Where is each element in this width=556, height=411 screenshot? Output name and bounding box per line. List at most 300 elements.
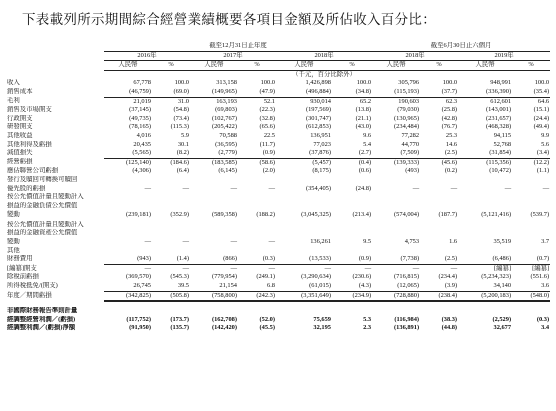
- amount-cell: (8,175): [312, 167, 331, 175]
- table-row: [6, 123, 550, 132]
- unit-header-row: [6, 61, 550, 71]
- unit-pct-header: %: [420, 61, 458, 71]
- row-label: 財務費用: [7, 255, 33, 263]
- percent-cell: —: [450, 184, 458, 192]
- year-header: 2016年: [104, 51, 190, 61]
- amount-cell: (36,595): [215, 140, 237, 148]
- amount-cell: (102,767): [211, 114, 237, 122]
- percent-cell: (35.4): [512, 88, 550, 97]
- unit-pct-header: %: [238, 61, 276, 71]
- percent-cell: 31.0: [177, 97, 189, 105]
- amount-cell: (4,306): [132, 167, 151, 175]
- amount-cell: —: [412, 184, 420, 192]
- table-row: [6, 316, 550, 325]
- row-label: 按公允價值計量且變動計入: [7, 220, 84, 228]
- amount-cell: (69,803): [215, 106, 237, 114]
- percent-cell: (0.6): [358, 167, 372, 175]
- amount-cell: 35,519: [493, 237, 512, 245]
- amount-cell: 32,195: [313, 324, 331, 332]
- unit-rmb-header: 人民幣: [458, 61, 512, 71]
- amount-cell: (149,965): [190, 88, 238, 97]
- amount-cell: (10,472): [489, 167, 512, 175]
- percent-cell: (1.1): [536, 167, 550, 175]
- amount-cell: 44,770: [401, 140, 420, 148]
- amount-cell: [190, 247, 238, 256]
- percent-cell: [420, 202, 458, 211]
- percent-cell: 62.3: [445, 97, 458, 105]
- percent-cell: (76.7): [441, 123, 458, 131]
- percent-cell: (73.4): [173, 114, 189, 122]
- amount-cell: [458, 247, 512, 256]
- table-row: [6, 221, 550, 230]
- amount-cell: (5,565): [104, 149, 152, 158]
- row-label: 收入: [7, 79, 20, 87]
- percent-cell: 14.6: [445, 140, 458, 148]
- amount-cell: (369,570): [125, 273, 151, 281]
- amount-cell: [372, 221, 420, 230]
- amount-cell: —: [144, 264, 151, 272]
- amount-cell: (716,815): [394, 273, 420, 281]
- amount-cell: [104, 176, 152, 185]
- results-table: [6, 42, 550, 333]
- amount-cell: 612,601: [490, 97, 512, 105]
- row-label: 所得稅抵免/(開支): [7, 282, 58, 290]
- amount-cell: (239,181): [125, 211, 151, 219]
- row-label: 銷售及市場開支: [7, 106, 52, 114]
- amount-cell: (6,145): [218, 167, 237, 175]
- amount-cell: [190, 221, 238, 230]
- percent-cell: (43.0): [355, 123, 372, 131]
- amount-cell: [372, 193, 420, 202]
- amount-cell: (115,193): [372, 88, 420, 97]
- amount-cell: 75,659: [313, 315, 331, 323]
- amount-cell: (6,486): [458, 255, 512, 264]
- percent-cell: (187.7): [438, 211, 458, 219]
- percent-cell: [512, 202, 550, 211]
- year-header: 2018年: [372, 51, 458, 61]
- table-row: [6, 229, 550, 238]
- percent-cell: (1.4): [152, 255, 190, 264]
- amount-cell: 21,154: [190, 282, 238, 291]
- percent-cell: 25.3: [445, 131, 458, 139]
- percent-cell: (188.2): [256, 211, 275, 219]
- year-header: 2019年: [458, 51, 550, 61]
- amount-cell: (139,333): [394, 158, 420, 166]
- amount-cell: (231,657): [486, 114, 512, 122]
- amount-cell: (130,965): [394, 114, 420, 122]
- percent-cell: 100.0: [534, 79, 550, 87]
- amount-cell: [276, 221, 332, 230]
- amount-cell: (5,234,323): [481, 273, 512, 281]
- percent-cell: [238, 221, 276, 230]
- percent-cell: 22.5: [263, 131, 275, 139]
- amount-cell: [458, 221, 512, 230]
- percent-cell: [420, 247, 458, 256]
- amount-cell: —: [144, 184, 151, 192]
- percent-cell: (238.4): [420, 291, 458, 301]
- table-row: [6, 202, 550, 211]
- amount-cell: (61,015): [276, 282, 332, 291]
- percent-cell: (249.1): [256, 273, 275, 281]
- row-label: 發行及贖回可轉換可贖回: [7, 175, 78, 183]
- amount-cell: [458, 202, 512, 211]
- percent-cell: (135.7): [170, 324, 189, 332]
- period-year-end: 截至12月31日止年度: [104, 42, 372, 51]
- row-label: 研發開支: [7, 123, 33, 131]
- percent-cell: (0.7): [512, 255, 550, 264]
- amount-cell: (183,585): [211, 158, 237, 166]
- percent-cell: (8.2): [152, 149, 190, 158]
- percent-cell: (0.3): [238, 255, 276, 264]
- amount-cell: —: [230, 237, 237, 245]
- amount-cell: (13,533): [276, 255, 332, 264]
- percent-cell: 100.0: [174, 79, 189, 87]
- amount-cell: [190, 229, 238, 238]
- amount-cell: 70,588: [219, 131, 237, 139]
- row-label: 變動: [7, 211, 20, 219]
- table-row: [6, 273, 550, 282]
- amount-cell: —: [230, 264, 237, 272]
- amount-cell: [372, 176, 420, 185]
- amount-cell: (779,954): [211, 273, 237, 281]
- percent-cell: (0.9): [332, 255, 372, 264]
- table-row: [6, 176, 550, 185]
- amount-cell: (205,422): [211, 123, 237, 131]
- year-header: 2017年: [190, 51, 276, 61]
- percent-cell: 100.0: [442, 79, 458, 87]
- percent-cell: —: [182, 237, 189, 245]
- amount-cell: [276, 202, 332, 211]
- percent-cell: (24.8): [355, 184, 372, 192]
- amount-cell: 163,193: [216, 97, 237, 105]
- percent-cell: (551.6): [530, 273, 550, 281]
- amount-cell: (3,045,325): [301, 211, 331, 219]
- percent-cell: [420, 193, 458, 202]
- percent-cell: [332, 176, 372, 185]
- page-heading: 下表載列所示期間綜合經營業績概要各項目金額及所佔收入百分比：: [22, 12, 436, 28]
- amount-cell: [276, 247, 332, 256]
- amount-cell: (234,484): [394, 123, 420, 131]
- percent-cell: —: [182, 184, 189, 192]
- amount-cell: (46,759): [104, 88, 152, 97]
- amount-cell: (493): [405, 167, 420, 175]
- percent-cell: 3.4: [541, 324, 550, 332]
- amount-cell: [104, 247, 152, 256]
- percent-cell: [332, 202, 372, 211]
- percent-cell: [152, 176, 190, 185]
- amount-cell: (336,390): [458, 88, 512, 97]
- row-label: 減值損失: [7, 149, 33, 157]
- percent-cell: (230.6): [352, 273, 372, 281]
- amount-cell: (468,328): [486, 123, 512, 131]
- amount-cell: 4,016: [136, 131, 151, 139]
- amount-cell: (31,854): [458, 149, 512, 158]
- amount-cell: (7,509): [372, 149, 420, 158]
- amount-cell: (115,356): [486, 158, 512, 166]
- row-label: 其他利得及虧損: [7, 140, 52, 148]
- percent-cell: —: [268, 237, 275, 245]
- table-row: [6, 210, 550, 221]
- percent-cell: —: [268, 184, 275, 192]
- amount-cell: (728,880): [372, 291, 420, 301]
- table-row: [6, 141, 550, 150]
- amount-cell: —: [230, 184, 237, 192]
- percent-cell: (58.6): [259, 158, 275, 166]
- amount-cell: (78,165): [129, 123, 151, 131]
- percent-cell: (47.9): [238, 88, 276, 97]
- percent-cell: (115.3): [170, 123, 189, 131]
- percent-cell: [332, 221, 372, 230]
- percent-cell: (21.1): [355, 114, 372, 122]
- unit-rmb-header: 人民幣: [190, 61, 238, 71]
- amount-cell: (5,121,416): [481, 211, 512, 219]
- percent-cell: 5.3: [363, 315, 372, 323]
- unit-pct-header: %: [332, 61, 372, 71]
- percent-cell: [152, 193, 190, 202]
- amount-cell: (125,140): [125, 158, 151, 166]
- percent-cell: [512, 193, 550, 202]
- amount-cell: 136,261: [310, 237, 331, 245]
- amount-cell: (943): [104, 255, 152, 264]
- amount-cell: 21,019: [133, 97, 151, 105]
- percent-cell: (234.9): [332, 291, 372, 301]
- amount-cell: [104, 193, 152, 202]
- table-body: [6, 79, 550, 333]
- unit-pct-header: %: [152, 61, 190, 71]
- percent-cell: (234.4): [438, 273, 458, 281]
- percent-cell: (2.0): [262, 167, 275, 175]
- table-row: [6, 132, 550, 141]
- amount-cell: [372, 307, 420, 316]
- amount-cell: [104, 221, 152, 230]
- row-label: 非國際財務報告準則計量: [7, 307, 78, 315]
- percent-cell: [152, 307, 190, 316]
- amount-cell: —: [504, 184, 512, 192]
- row-label: 行政開支: [7, 114, 33, 122]
- percent-cell: (11.7): [259, 140, 275, 148]
- percent-cell: (545.3): [170, 273, 189, 281]
- percent-cell: (0.4): [358, 158, 372, 166]
- percent-cell: (0.9): [238, 149, 276, 158]
- percent-cell: (15.1): [533, 106, 550, 114]
- amount-cell: (612,853): [305, 123, 331, 131]
- percent-cell: (65.6): [259, 123, 275, 131]
- row-label: 經營虧損: [7, 158, 33, 166]
- amount-cell: [276, 229, 332, 238]
- percent-cell: 5.6: [541, 140, 550, 148]
- amount-cell: (354,405): [305, 184, 331, 192]
- amount-cell: (12,065): [372, 282, 420, 291]
- percent-cell: (4.3): [332, 282, 372, 291]
- amount-cell: (866): [190, 255, 238, 264]
- percent-cell: 2.3: [363, 324, 372, 332]
- percent-cell: (352.9): [170, 211, 189, 219]
- amount-cell: 77,023: [313, 140, 331, 148]
- percent-cell: 52.1: [263, 97, 275, 105]
- amount-cell: (342,825): [104, 291, 152, 301]
- percent-cell: 9.9: [541, 131, 550, 139]
- percent-cell: [420, 221, 458, 230]
- percent-cell: [編纂]: [532, 264, 550, 272]
- percent-cell: 5.9: [181, 131, 189, 139]
- percent-cell: [152, 202, 190, 211]
- row-label: 應佔聯營公司虧損: [7, 167, 59, 175]
- percent-cell: [420, 229, 458, 238]
- percent-cell: [238, 202, 276, 211]
- table-row: [6, 264, 550, 273]
- table-row: [6, 193, 550, 202]
- percent-cell: (37.7): [420, 88, 458, 97]
- percent-cell: (49.4): [533, 123, 550, 131]
- percent-cell: [332, 307, 372, 316]
- percent-cell: (42.8): [441, 114, 458, 122]
- amount-cell: (142,420): [211, 324, 237, 332]
- amount-cell: [276, 307, 332, 316]
- unit-rmb-header: 人民幣: [276, 61, 332, 71]
- percent-cell: (52.0): [259, 315, 275, 323]
- amount-cell: (5,200,183): [458, 291, 512, 301]
- row-label: [編纂]開支: [7, 264, 37, 272]
- percent-cell: [512, 221, 550, 230]
- row-label: 除稅前虧損: [7, 273, 39, 281]
- percent-cell: 30.1: [177, 140, 189, 148]
- table-row: [6, 324, 550, 333]
- amount-cell: [458, 229, 512, 238]
- note-header-row: [6, 70, 550, 79]
- percent-cell: (0.2): [444, 167, 458, 175]
- table-row: [6, 149, 550, 158]
- percent-cell: [420, 307, 458, 316]
- percent-cell: —: [450, 264, 458, 272]
- percent-cell: (505.8): [152, 291, 190, 301]
- amount-cell: [458, 193, 512, 202]
- amount-cell: 52,768: [493, 140, 512, 148]
- table-row: [6, 307, 550, 316]
- percent-cell: 1.6: [449, 237, 458, 245]
- percent-cell: 3.6: [512, 282, 550, 291]
- amount-cell: 930,014: [310, 97, 331, 105]
- amount-cell: (7,738): [372, 255, 420, 264]
- percent-cell: 65.2: [359, 97, 372, 105]
- amount-cell: (91,950): [129, 324, 151, 332]
- amount-cell: (589,358): [211, 211, 237, 219]
- year-header: 2018年: [276, 51, 372, 61]
- percent-cell: (24.4): [533, 114, 550, 122]
- percent-cell: [332, 193, 372, 202]
- table-row: [6, 106, 550, 115]
- amount-cell: (758,800): [190, 291, 238, 301]
- amount-cell: 32,677: [493, 324, 512, 332]
- row-label: 優先股的虧損: [7, 184, 46, 192]
- amount-cell: (3,290,634): [301, 273, 331, 281]
- percent-cell: (539.7): [530, 211, 550, 219]
- amount-cell: [190, 307, 238, 316]
- percent-cell: [238, 229, 276, 238]
- amount-cell: (574,004): [394, 211, 420, 219]
- percent-cell: [152, 247, 190, 256]
- percent-cell: [332, 247, 372, 256]
- percent-cell: (13.8): [355, 106, 372, 114]
- percent-cell: 100.0: [260, 79, 275, 87]
- percent-cell: (44.8): [441, 324, 458, 332]
- percent-cell: 3.7: [541, 237, 550, 245]
- percent-cell: [238, 307, 276, 316]
- table-row: [6, 79, 550, 88]
- percent-cell: (2.5): [420, 255, 458, 264]
- percent-cell: —: [542, 184, 550, 192]
- amount-cell: [372, 247, 420, 256]
- amount-cell: 313,158: [216, 79, 237, 87]
- amount-cell: (3,351,649): [276, 291, 332, 301]
- table-row: [6, 255, 550, 264]
- percent-cell: (45.6): [441, 158, 458, 166]
- thousand-note: （千元，百分比除外）: [292, 70, 356, 78]
- amount-cell: (136,891): [394, 324, 420, 332]
- percent-cell: (213.4): [352, 211, 372, 219]
- percent-cell: [238, 193, 276, 202]
- amount-cell: 94,115: [493, 131, 512, 139]
- amount-cell: [190, 193, 238, 202]
- percent-cell: 9.5: [363, 237, 372, 245]
- amount-cell: (301,747): [305, 114, 331, 122]
- amount-cell: (37,876): [276, 149, 332, 158]
- percent-cell: (3.9): [420, 282, 458, 291]
- amount-cell: [372, 229, 420, 238]
- table-row: [6, 97, 550, 106]
- percent-cell: (184.6): [170, 158, 189, 166]
- table-row: [6, 115, 550, 124]
- amount-cell: [104, 307, 152, 316]
- percent-cell: [238, 176, 276, 185]
- amount-cell: [458, 176, 512, 185]
- percent-cell: (6.4): [176, 167, 189, 175]
- year-header-row: [6, 51, 550, 61]
- amount-cell: (5,457): [312, 158, 331, 166]
- unit-rmb-header: 人民幣: [372, 61, 420, 71]
- percent-cell: 6.8: [238, 282, 276, 291]
- amount-cell: 190,603: [398, 97, 420, 105]
- amount-cell: (79,030): [397, 106, 420, 114]
- amount-cell: 1,426,898: [305, 79, 331, 87]
- percent-cell: 39.5: [152, 282, 190, 291]
- table-row: [6, 238, 550, 247]
- table-row: [6, 247, 550, 256]
- row-label: 年度／期間虧損: [7, 291, 52, 299]
- percent-cell: [332, 229, 372, 238]
- amount-cell: [190, 202, 238, 211]
- percent-cell: [152, 221, 190, 230]
- percent-cell: (54.8): [173, 106, 189, 114]
- table-row: [6, 185, 550, 194]
- percent-cell: (0.3): [536, 315, 550, 323]
- amount-cell: (197,569): [305, 106, 331, 114]
- amount-cell: (2,529): [492, 315, 512, 323]
- amount-cell: [編纂]: [494, 264, 512, 272]
- percent-cell: [512, 247, 550, 256]
- amount-cell: —: [144, 237, 151, 245]
- amount-cell: (49,735): [129, 114, 151, 122]
- amount-cell: [372, 202, 420, 211]
- row-label: 損益的金融資產公允價值: [7, 229, 78, 237]
- amount-cell: (37,145): [129, 106, 151, 114]
- percent-cell: (242.3): [238, 291, 276, 301]
- percent-cell: —: [182, 264, 189, 272]
- percent-cell: (32.8): [259, 114, 275, 122]
- amount-cell: (116,984): [394, 315, 420, 323]
- row-label: 毛利: [7, 97, 20, 105]
- percent-cell: 5.4: [363, 140, 372, 148]
- percent-cell: [238, 247, 276, 256]
